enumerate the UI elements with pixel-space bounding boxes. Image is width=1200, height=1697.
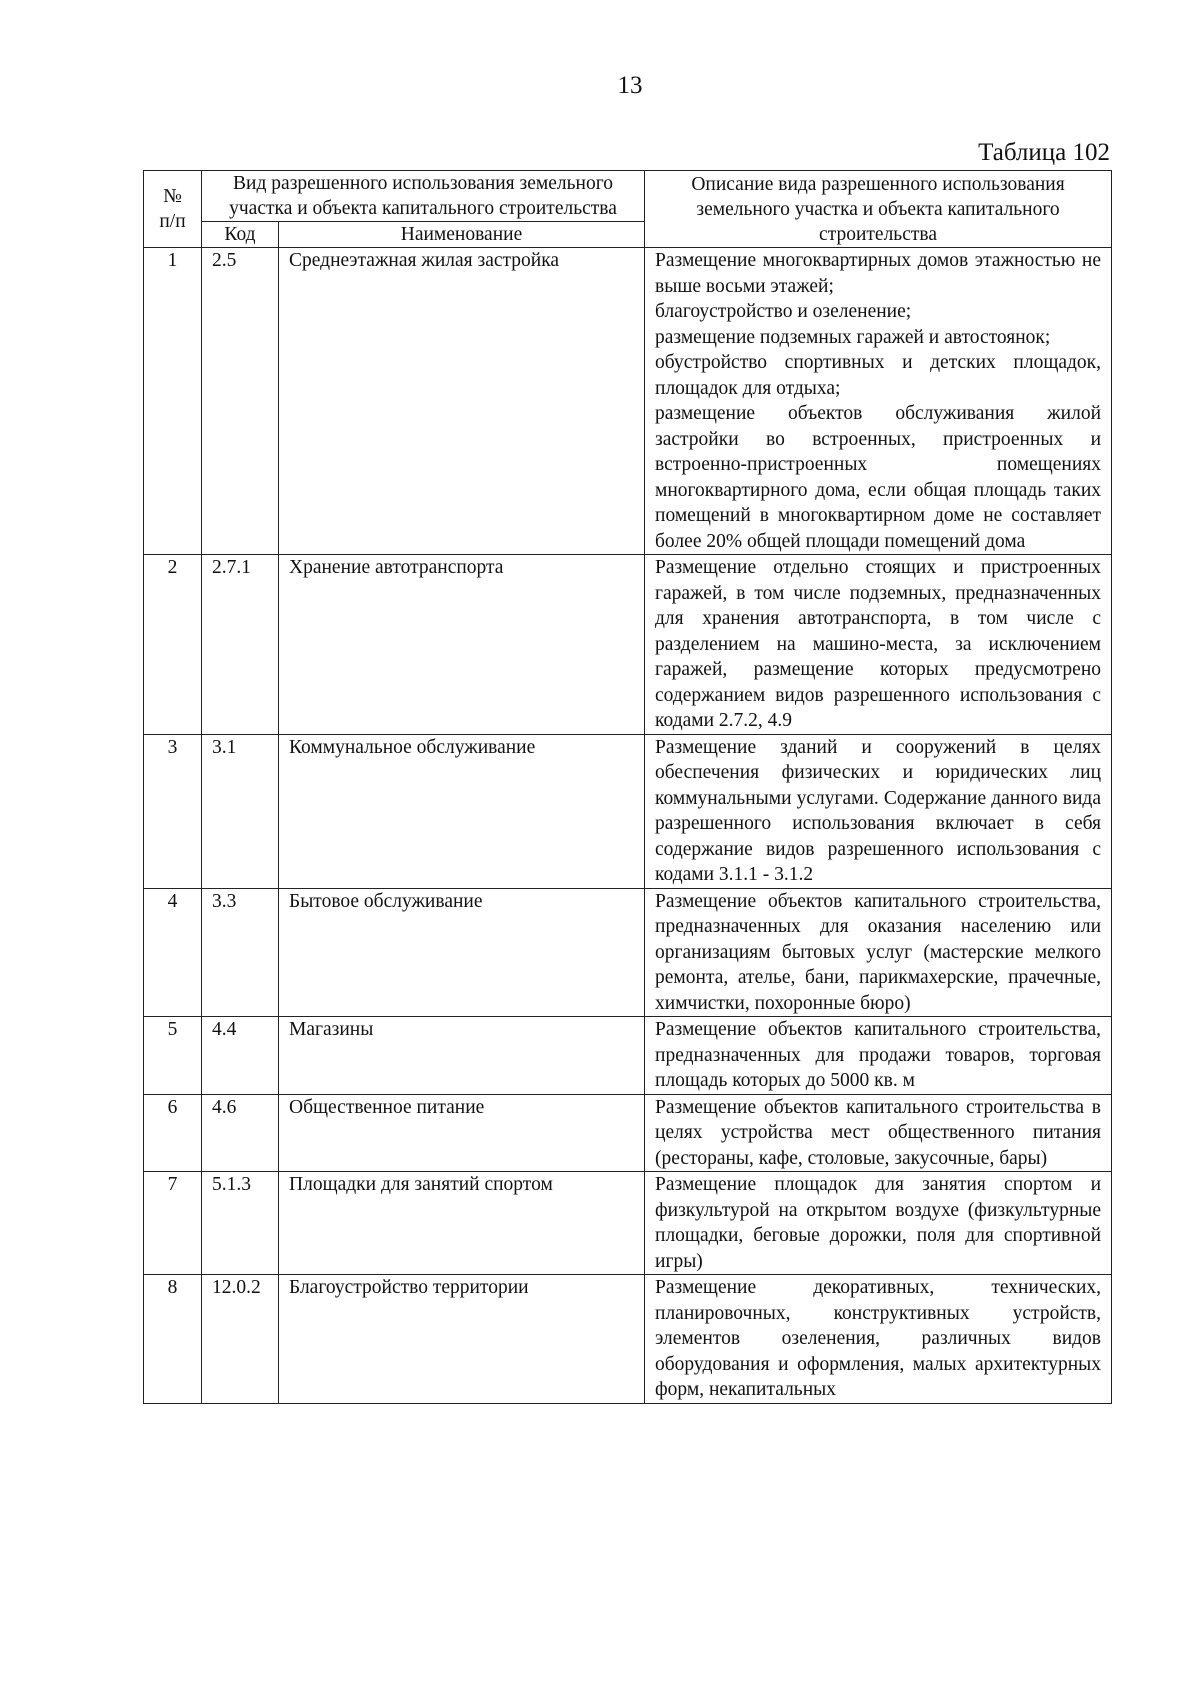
row-description xyxy=(645,1094,1112,1172)
table-row xyxy=(144,888,1112,1017)
row-name: Коммунальное обслуживание xyxy=(279,734,645,888)
row-name: Бытовое обслуживание xyxy=(279,888,645,1017)
table-row xyxy=(144,1017,1112,1095)
table-row xyxy=(144,1275,1112,1404)
row-description xyxy=(645,734,1112,888)
row-name: Площадки для занятий спортом xyxy=(279,1172,645,1275)
row-description xyxy=(645,248,1112,555)
table-row xyxy=(144,555,1112,735)
description-paragraph: Размещение зданий и сооружений в целях обеспечения физических и юридических лиц коммунальными услугами. Содержание данного вида разрешенного использования включает в себя содержание видов разрешенного использования с кодами 3.1.1 - 3.1.2 xyxy=(655,736,1102,885)
row-number: 5 xyxy=(144,1017,202,1095)
row-number: 6 xyxy=(144,1094,202,1172)
description-paragraph: Размещение декоративных, технических, планировочных, конструктивных устройств, элементов озеленения, различных видов оборудования и оформления, малых архитектурных форм, некапитальных xyxy=(655,1277,1102,1400)
table-caption: Таблица 102 xyxy=(978,139,1110,166)
header-code: Код xyxy=(202,222,279,248)
description-paragraph: Размещение площадок для занятия спортом и физкультурой на открытом воздухе (физкультурные площадки, беговые дорожки, поля для спортивной игры) xyxy=(655,1174,1102,1272)
row-code: 2.7.1 xyxy=(202,555,279,735)
row-name: Хранение автотранспорта xyxy=(279,555,645,735)
table-header-row xyxy=(144,171,1112,222)
description-paragraph: Размещение объектов капитального строительства, предназначенных для продажи товаров, торговая площадь которых до 5000 кв. м xyxy=(655,1019,1102,1091)
row-code: 3.1 xyxy=(202,734,279,888)
row-code: 3.3 xyxy=(202,888,279,1017)
row-name: Благоустройство территории xyxy=(279,1275,645,1404)
row-number: 4 xyxy=(144,888,202,1017)
description-paragraph: размещение объектов обслуживания жилой застройки во встроенных, пристроенных и встроенно-пристроенных помещениях многоквартирного дома, если общая площадь таких помещений в многоквартирном доме не составляет более 20% общей площади помещений дома xyxy=(655,403,1102,552)
table-row xyxy=(144,1094,1112,1172)
description-paragraph: Размещение объектов капитального строительства в целях устройства мест общественного питания (рестораны, кафе, столовые, закусочные, бары) xyxy=(655,1096,1102,1169)
table-row xyxy=(144,734,1112,888)
description-paragraph: Размещение многоквартирных домов этажностью не выше восьми этажей; xyxy=(655,250,1102,297)
header-description: Описание вида разрешенного использования земельного участка и объекта капитального строительства xyxy=(645,171,1112,248)
description-paragraph: Размещение отдельно стоящих и пристроенных гаражей, в том числе подземных, предназначенных для хранения автотранспорта, в том числе с разделением на машино-места, за исключением гаражей, размещение которых предусмотрено содержанием видов разрешенного использования с кодами 2.7.2, 4.9 xyxy=(655,557,1102,731)
row-number: 2 xyxy=(144,555,202,735)
row-name: Магазины xyxy=(279,1017,645,1095)
description-paragraph: размещение подземных гаражей и автостоянок; xyxy=(655,326,1051,348)
header-name: Наименование xyxy=(279,222,645,248)
row-description xyxy=(645,555,1112,735)
table-row xyxy=(144,248,1112,555)
row-number: 7 xyxy=(144,1172,202,1275)
row-description xyxy=(645,1275,1112,1404)
table-row xyxy=(144,1172,1112,1275)
page-number: 13 xyxy=(617,72,643,99)
land-use-table xyxy=(143,170,1112,1404)
description-paragraph: благоустройство и озеленение; xyxy=(655,301,912,322)
row-description xyxy=(645,1017,1112,1095)
row-code: 4.4 xyxy=(202,1017,279,1095)
row-code: 5.1.3 xyxy=(202,1172,279,1275)
description-paragraph: Размещение объектов капитального строительства, предназначенных для оказания населению или организациям бытовых услуг (мастерские мелкого ремонта, ателье, бани, парикмахерские, прачечные, химчистки, похоронные бюро) xyxy=(655,890,1102,1014)
row-number: 3 xyxy=(144,734,202,888)
row-name: Общественное питание xyxy=(279,1094,645,1172)
row-number: 1 xyxy=(144,248,202,555)
row-number: 8 xyxy=(144,1275,202,1404)
row-code: 2.5 xyxy=(202,248,279,555)
row-description xyxy=(645,888,1112,1017)
row-code: 12.0.2 xyxy=(202,1275,279,1404)
row-description xyxy=(645,1172,1112,1275)
row-name: Среднеэтажная жилая застройка xyxy=(279,248,645,555)
description-paragraph: обустройство спортивных и детских площадок, площадок для отдыха; xyxy=(655,352,1102,399)
header-kind: Вид разрешенного использования земельного участка и объекта капитального строительства xyxy=(202,171,645,222)
header-number: № п/п xyxy=(144,171,202,248)
row-code: 4.6 xyxy=(202,1094,279,1172)
table-body xyxy=(144,171,1112,1404)
